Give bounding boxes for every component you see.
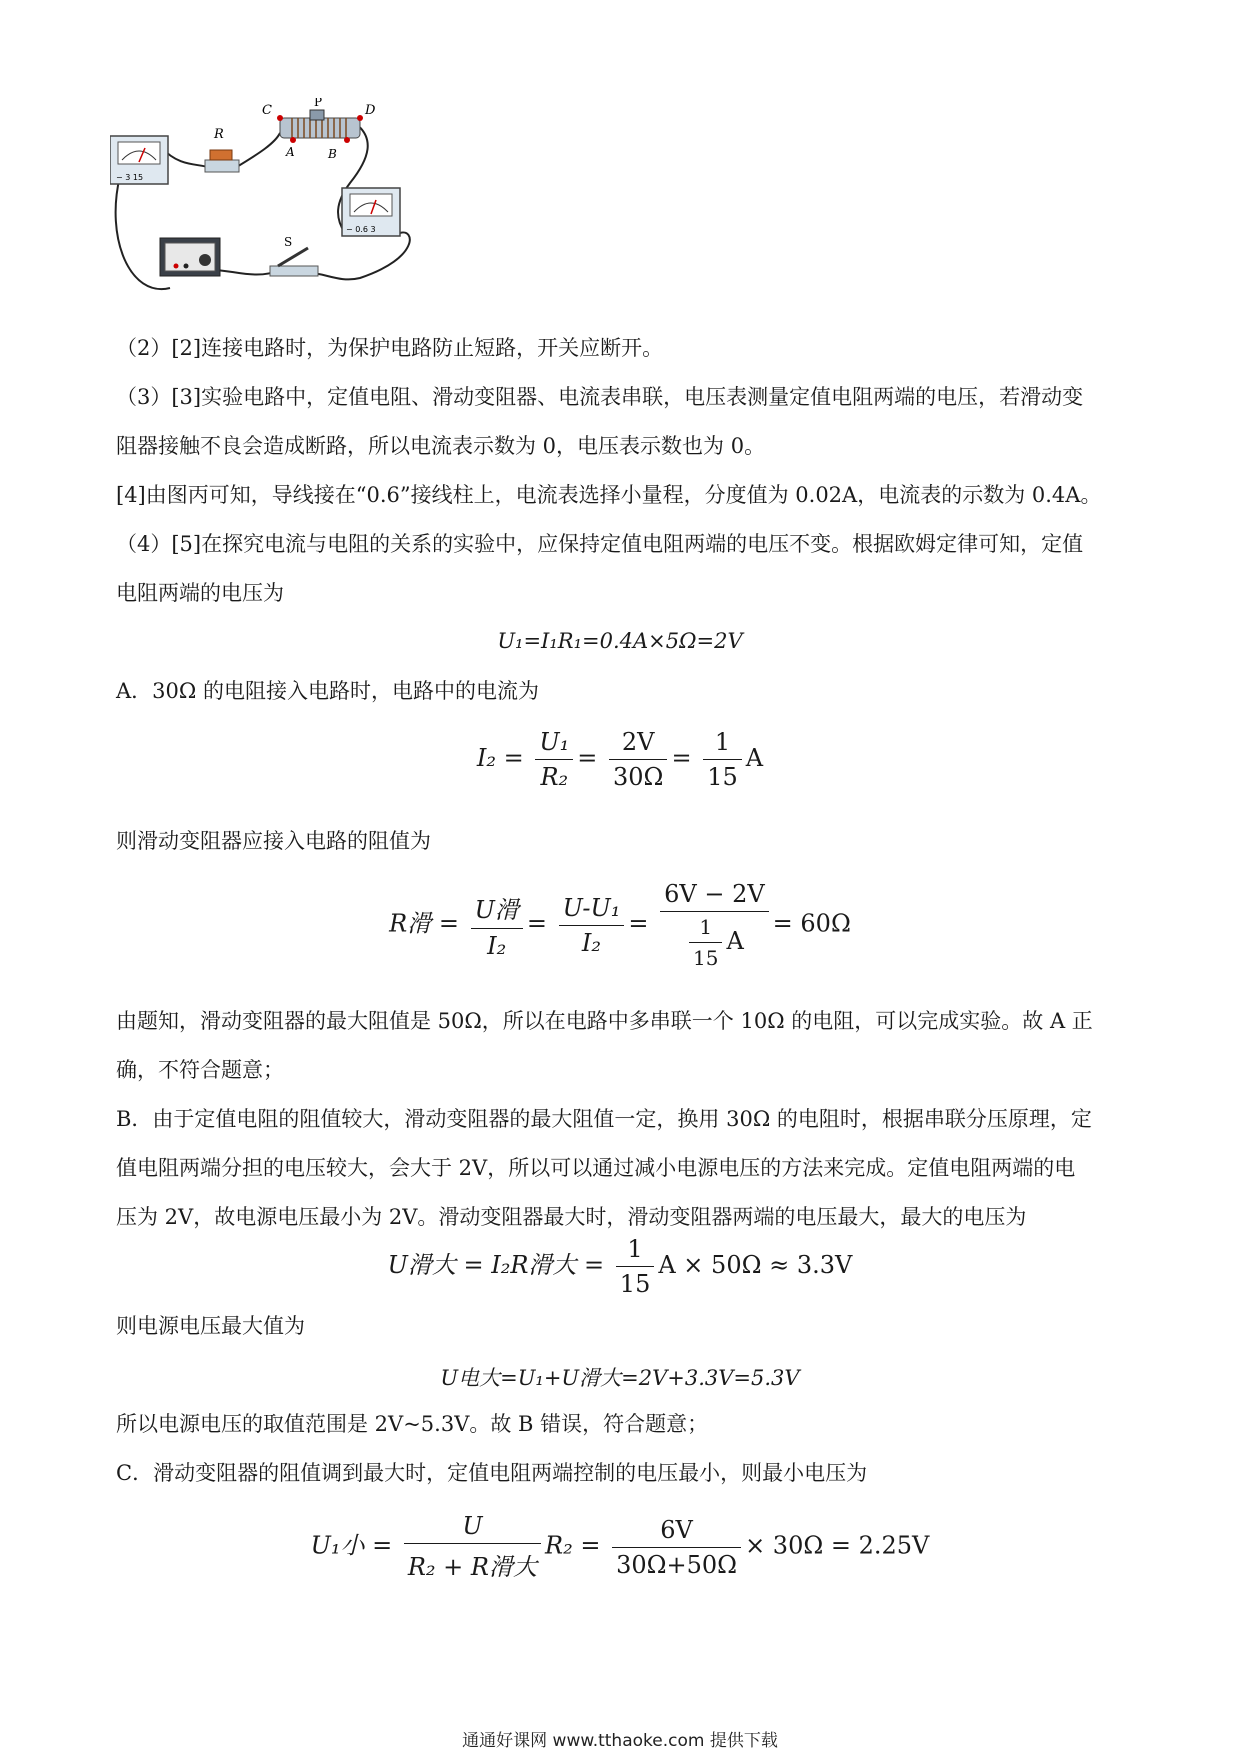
paragraph: （2）[2]连接电路时，为保护电路防止短路，开关应断开。 [116, 336, 664, 360]
svg-text:R: R [214, 127, 224, 142]
equation-u-slide-max: U滑大 = I₂R滑大 = $\frac{1}{15}$ A × 50Ω ≈ 3.3V [387, 1235, 853, 1298]
circuit-diagram [110, 98, 450, 313]
paragraph: 由题知，滑动变阻器的最大阻值是 50Ω，所以在电路中多串联一个 10Ω 的电阻，可以完成实验。故 A 正 [116, 1009, 1093, 1033]
svg-text:S: S [284, 235, 293, 249]
paragraph: [4]由图丙可知，导线接在“0.6”接线柱上，电流表选择小量程，分度值为 0.02A，电流表的示数为 0.4A。 [116, 483, 1102, 507]
paragraph: （4）[5]在探究电流与电阻的关系的实验中，应保持定值电阻两端的电压不变。根据欧姆定律可知，定值 [116, 532, 1084, 556]
equation-i2: I₂ = $\frac{\text{U₁}}{\text{R₂}}$ = $\frac{2V}{30\Omega}$ = $\frac{1}{15}$ A [476, 728, 764, 791]
paragraph: 所以电源电压的取值范围是 2V~5.3V。故 B 错误，符合题意； [116, 1412, 709, 1436]
paragraph: B．由于定值电阻的阻值较大，滑动变阻器的最大阻值一定，换用 30Ω 的电阻时，根据串联分压原理，定 [116, 1107, 1092, 1131]
paragraph: A．30Ω 的电阻接入电路时，电路中的电流为 [116, 679, 539, 703]
svg-text:− 0.6 3: − 0.6 3 [346, 225, 376, 234]
paragraph: 则电源电压最大值为 [116, 1314, 305, 1338]
paragraph: 值电阻两端分担的电压较大，会大于 2V，所以可以通过减小电源电压的方法来完成。定值电阻两端的电 [116, 1156, 1076, 1180]
footer-credit: 通通好课网 www.tthaoke.com 提供下载 [462, 1731, 778, 1751]
svg-text:B: B [328, 147, 337, 161]
equation-r-slide: R滑 = $\frac{\text{U滑}}{\text{I₂}}$ = $\frac{\text{U-U₁}}{\text{I₂}}$ = 6V − 2V $\frac{1}{15}$ A = 60Ω [389, 880, 851, 970]
paragraph: 确，不符合题意； [116, 1058, 284, 1082]
svg-text:P: P [314, 98, 323, 109]
paragraph: （3）[3]实验电路中，定值电阻、滑动变阻器、电流表串联，电压表测量定值电阻两端的电压，若滑动变 [116, 385, 1084, 409]
equation-u1: U₁=I₁R₁=0.4A×5Ω=2V [497, 629, 743, 653]
paragraph: 电阻两端的电压为 [116, 581, 284, 605]
svg-text:D: D [365, 103, 376, 118]
switch-icon [270, 266, 318, 276]
paragraph: 阻器接触不良会造成断路，所以电流表示数为 0，电压表示数也为 0。 [116, 434, 766, 458]
paragraph: 压为 2V，故电源电压最小为 2V。滑动变阻器最大时，滑动变阻器两端的电压最大，最大的电压为 [116, 1205, 1027, 1229]
paragraph: C．滑动变阻器的阻值调到最大时，定值电阻两端控制的电压最小，则最小电压为 [116, 1461, 868, 1485]
equation-u1-min: U₁小 = $\frac{U}{\text{R₂ + R滑大}}$ R₂ = $\frac{6V}{30\Omega+50\Omega}$ × 30Ω = 2.25V [310, 1512, 930, 1581]
resistor-icon [205, 160, 239, 172]
svg-text:− 3 15: − 3 15 [116, 173, 144, 182]
paragraph: 则滑动变阻器应接入电路的阻值为 [116, 829, 431, 853]
svg-text:C: C [262, 103, 272, 118]
equation-u-source-max: U电大=U₁+U滑大=2V+3.3V=5.3V [440, 1366, 800, 1390]
circuit-figure [110, 98, 450, 313]
svg-text:A: A [286, 145, 295, 159]
